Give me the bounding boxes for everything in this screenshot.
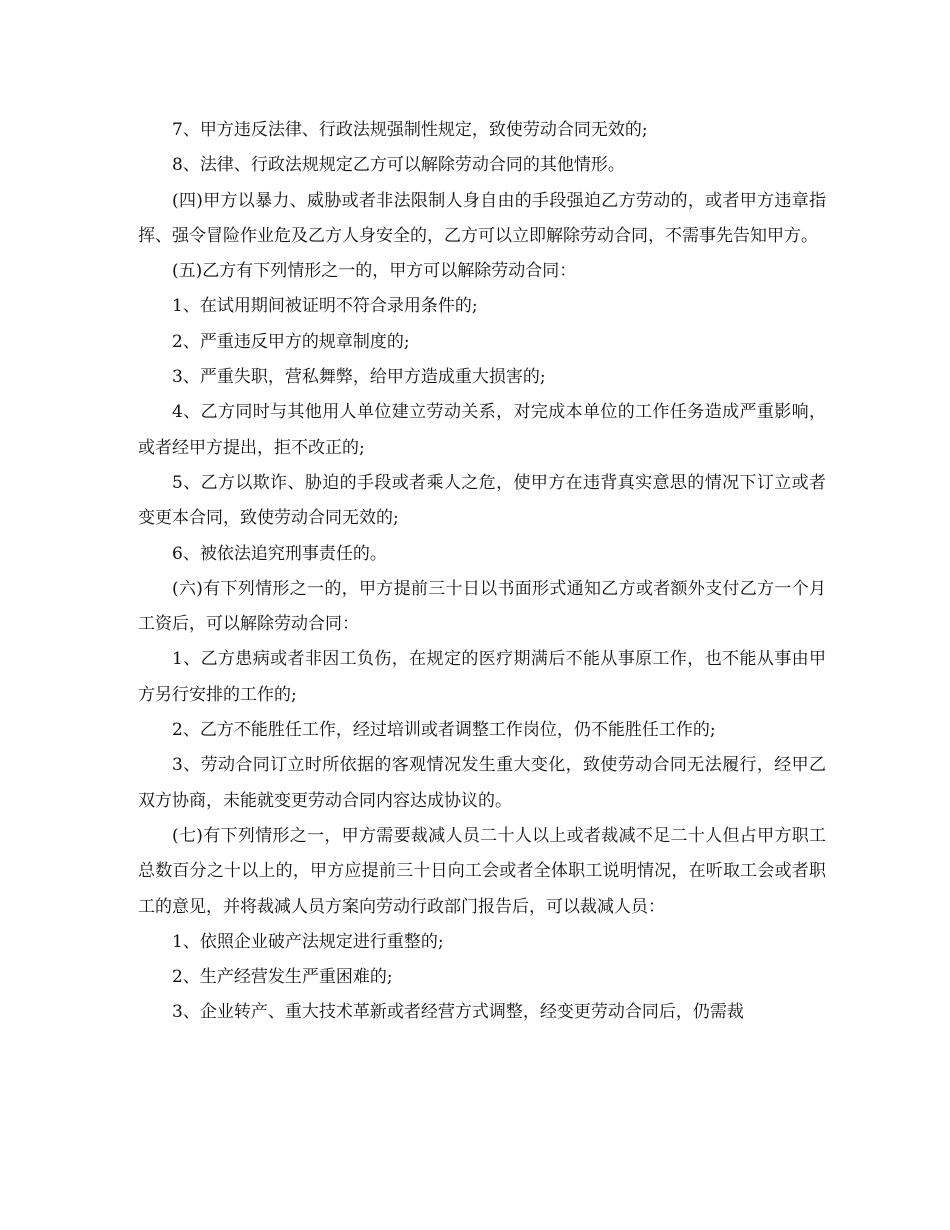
paragraph: 4、乙方同时与其他用人单位建立劳动关系，对完成本单位的工作任务造成严重影响，或者经甲方提出，拒不改正的;	[138, 402, 826, 458]
paragraph: (七)有下列情形之一，甲方需要裁减人员二十人以上或者裁减不足二十人但占甲方职工总数百分之十以上的，甲方应提前三十日向工会或者全体职工说明情况，在听取工会或者职工的意见，并将裁减人员方案向劳动行政部门报告后，可以裁减人员：	[138, 825, 826, 917]
paragraph: (五)乙方有下列情形之一的，甲方可以解除劳动合同：	[172, 261, 577, 282]
paragraph: 2、严重违反甲方的规章制度的;	[172, 331, 410, 352]
paragraph: 7、甲方违反法律、行政法规强制性规定，致使劳动合同无效的;	[172, 120, 648, 140]
paragraph: 2、乙方不能胜任工作，经过培训或者调整工作岗位，仍不能胜任工作的;	[172, 720, 716, 741]
paragraph: 3、劳动合同订立时所依据的客观情况发生重大变化，致使劳动合同无法履行，经甲乙双方协商，未能就变更劳动合同内容达成协议的。	[138, 755, 826, 811]
paragraph: 1、乙方患病或者非因工负伤，在规定的医疗期满后不能从事原工作，也不能从事由甲方另行安排的工作的;	[138, 649, 826, 705]
paragraph: (四)甲方以暴力、威胁或者非法限制人身自由的手段强迫乙方劳动的，或者甲方违章指挥、强令冒险作业危及乙方人身安全的，乙方可以立即解除劳动合同，不需事先告知甲方。	[138, 190, 826, 246]
paragraph: 6、被依法追究刑事责任的。	[172, 543, 387, 564]
paragraph: (六)有下列情形之一的，甲方提前三十日以书面形式通知乙方或者额外支付乙方一个月工资后，可以解除劳动合同：	[138, 578, 826, 635]
document-body	[138, 113, 826, 1031]
paragraph: 1、在试用期间被证明不符合录用条件的;	[172, 296, 478, 317]
paragraph: 3、企业转产、重大技术革新或者经营方式调整，经变更劳动合同后，仍需裁	[172, 1002, 744, 1023]
paragraph: 2、生产经营发生严重困难的;	[172, 967, 393, 988]
paragraph: 3、严重失职，营私舞弊，给甲方造成重大损害的;	[172, 367, 546, 388]
paragraph: 5、乙方以欺诈、胁迫的手段或者乘人之危，使甲方在违背真实意思的情况下订立或者变更本合同，致使劳动合同无效的;	[138, 472, 826, 529]
paragraph: 1、依照企业破产法规定进行重整的;	[172, 931, 444, 952]
paragraph: 8、法律、行政法规规定乙方可以解除劳动合同的其他情形。	[172, 155, 625, 176]
